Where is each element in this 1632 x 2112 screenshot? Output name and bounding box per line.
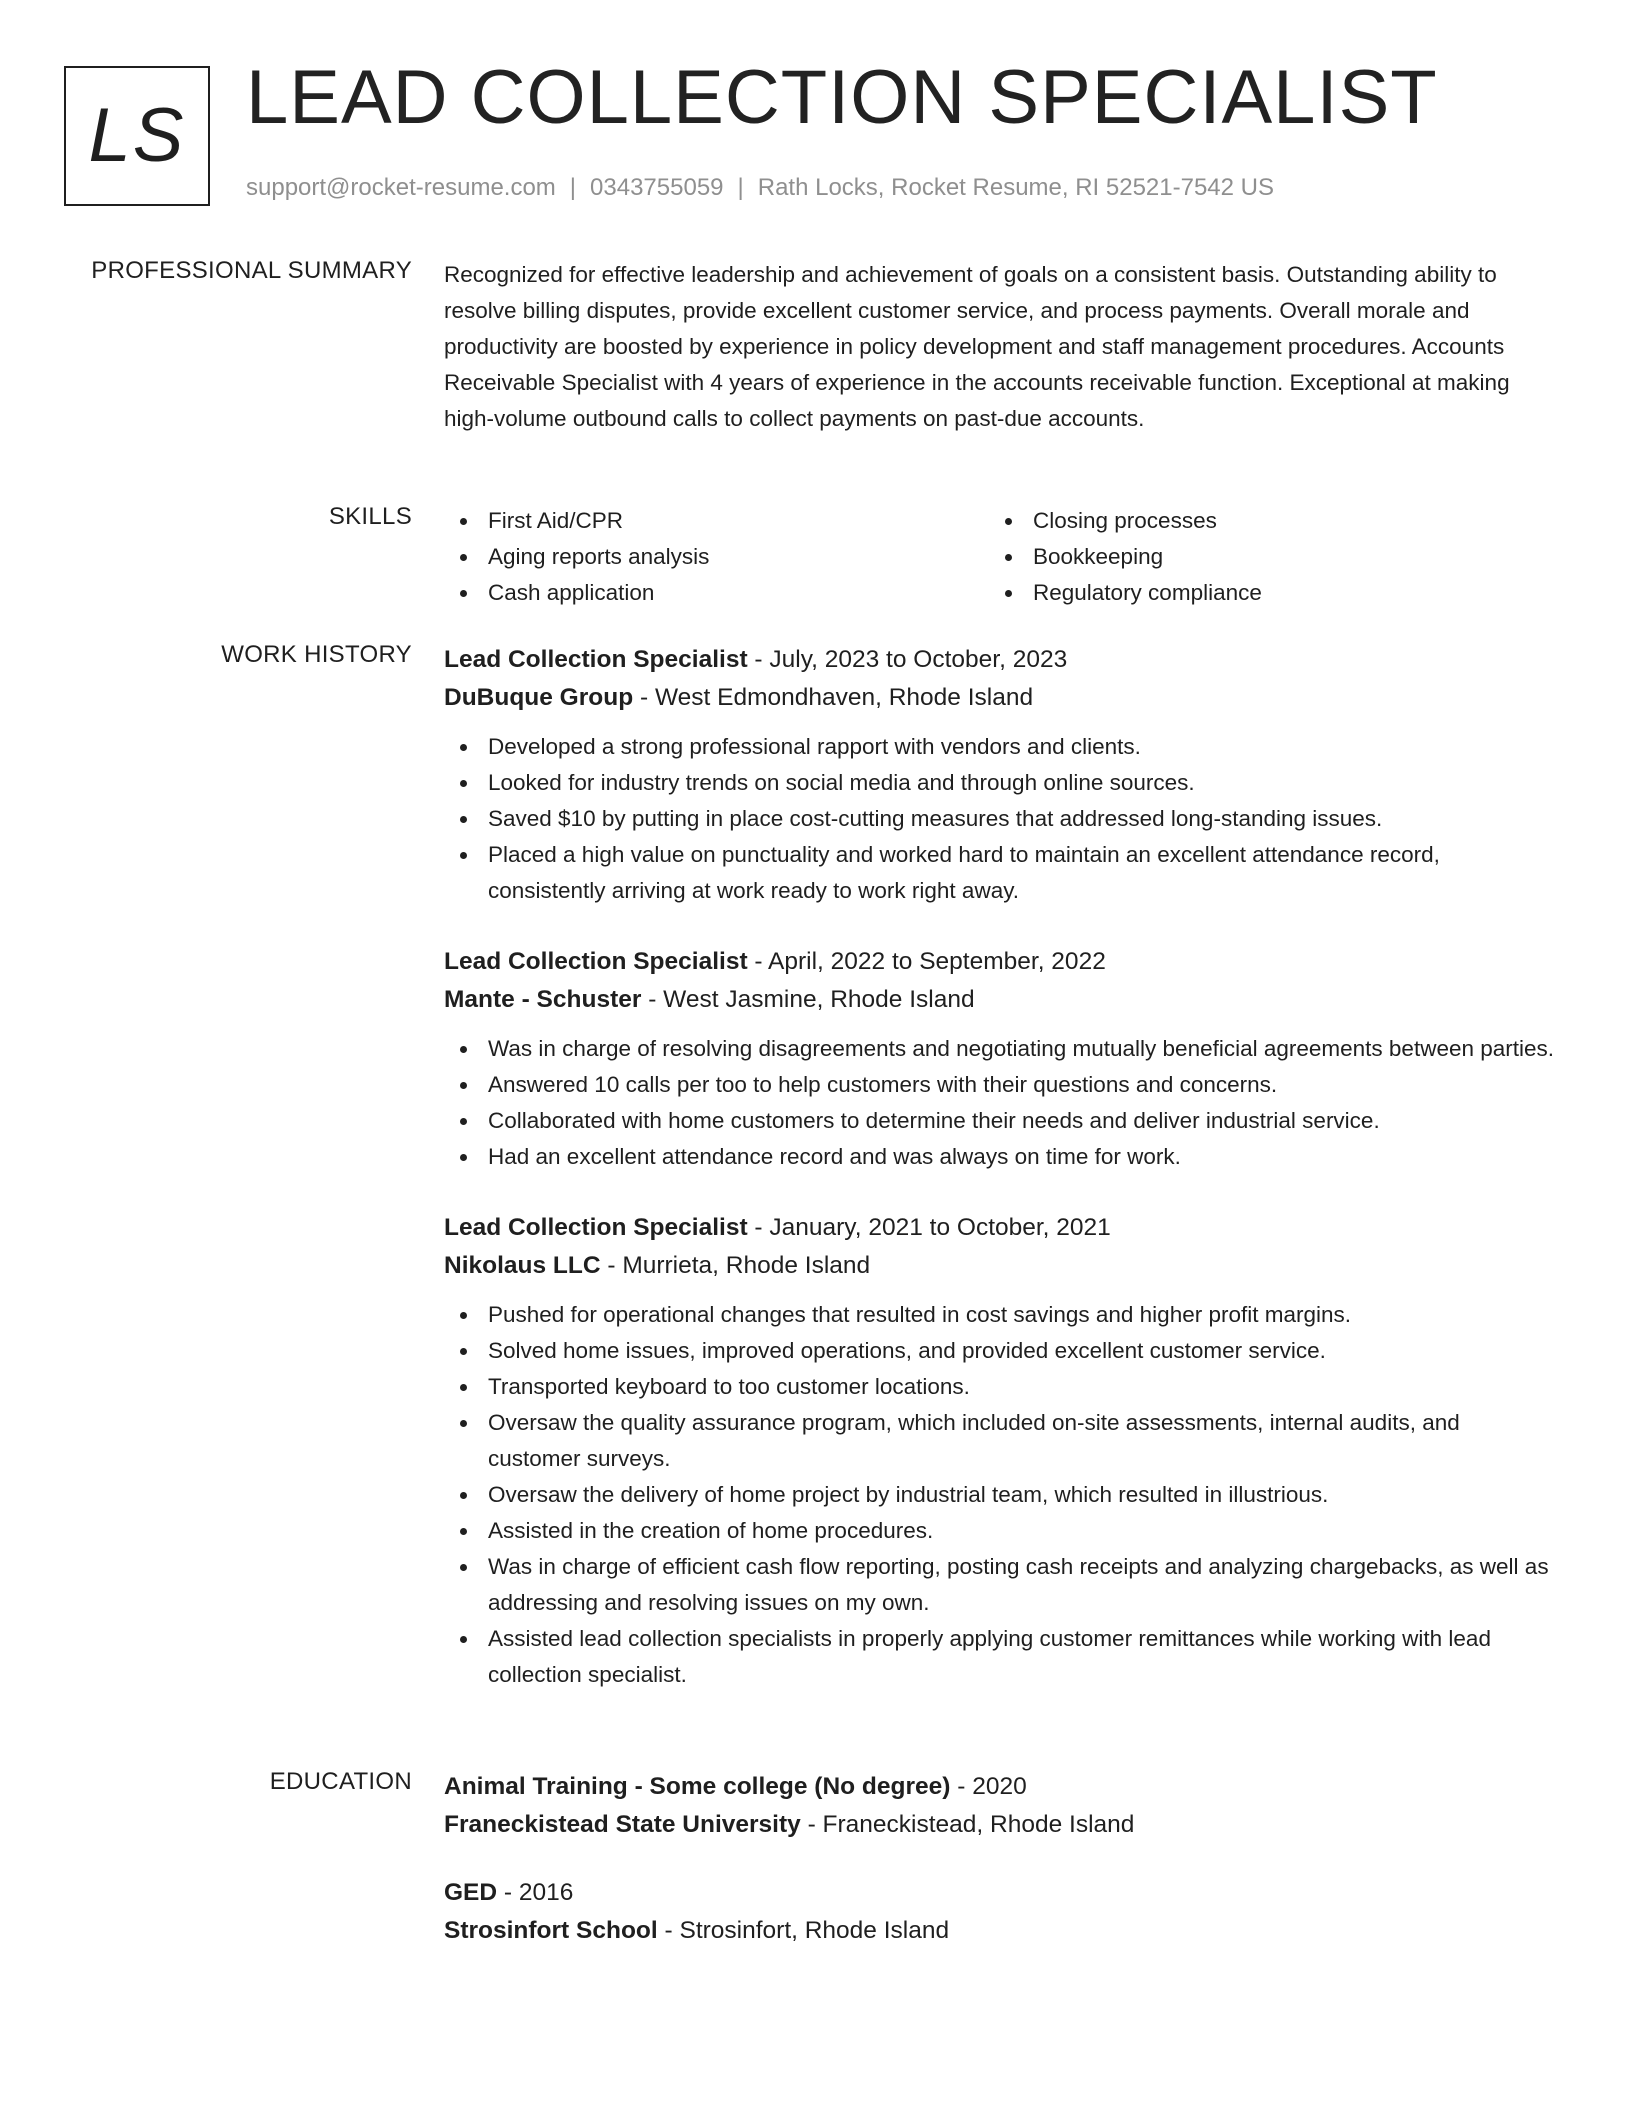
list-item: Assisted lead collection specialists in properly applying customer remittances while working with lead collection specialist.	[444, 1621, 1558, 1693]
job-entry	[444, 641, 1558, 909]
education-label: EDUCATION	[269, 1768, 412, 1795]
job-company: Nikolaus LLC	[444, 1252, 601, 1279]
skill-item: Aging reports analysis	[444, 539, 989, 575]
education-year: - 2016	[497, 1879, 574, 1906]
job-bullets	[444, 1297, 1558, 1693]
job-title-line	[444, 641, 1558, 679]
list-item: Pushed for operational changes that resulted in cost savings and higher profit margins.	[444, 1297, 1558, 1333]
job-title: Lead Collection Specialist	[444, 646, 748, 673]
list-item: Saved $10 by putting in place cost-cutting measures that addressed long-standing issues.	[444, 801, 1558, 837]
education-degree-line	[444, 1768, 1558, 1806]
job-company: Mante - Schuster	[444, 986, 642, 1013]
job-title: Lead Collection Specialist	[444, 1214, 748, 1241]
skill-item: Cash application	[444, 575, 989, 611]
list-item: Collaborated with home customers to determine their needs and deliver industrial service.	[444, 1103, 1558, 1139]
list-item: Was in charge of efficient cash flow reporting, posting cash receipts and analyzing chargebacks, as well as addressing and resolving issues on my own.	[444, 1549, 1558, 1621]
job-location: - West Edmondhaven, Rhode Island	[633, 684, 1034, 711]
education-entry	[444, 1874, 1558, 1950]
contact-line	[246, 174, 1274, 202]
education-location: - Strosinfort, Rhode Island	[657, 1917, 950, 1944]
job-entry	[444, 1209, 1558, 1693]
skills-label: SKILLS	[328, 503, 412, 530]
resume-name: LEAD COLLECTION SPECIALIST	[246, 55, 1438, 140]
education-school: Franeckistead State University	[444, 1811, 801, 1838]
monogram-box	[64, 66, 210, 206]
list-item: Assisted in the creation of home procedures.	[444, 1513, 1558, 1549]
list-item: Looked for industry trends on social media and through online sources.	[444, 765, 1558, 801]
education-degree: GED	[444, 1879, 498, 1906]
list-item: Had an excellent attendance record and was always on time for work.	[444, 1139, 1558, 1175]
contact-email: support@rocket-resume.com	[246, 174, 556, 201]
contact-separator: |	[737, 174, 744, 201]
skill-item: Bookkeeping	[989, 539, 1534, 575]
skill-item: First Aid/CPR	[444, 503, 989, 539]
job-location: - West Jasmine, Rhode Island	[641, 986, 975, 1013]
list-item: Developed a strong professional rapport with vendors and clients.	[444, 729, 1558, 765]
job-bullets	[444, 729, 1558, 909]
summary-text: Recognized for effective leadership and achievement of goals on a consistent basis. Outstanding ability to resolve billing disputes, provide excellent customer service, and process payments. Overall morale and productivity are boosted by experience in policy development and staff management procedures. Accounts Receivable Specialist with 4 years of experience in the accounts receivable function. Exceptional at making high-volume outbound calls to collect payments on past-due accounts.	[444, 262, 1510, 431]
job-company: DuBuque Group	[444, 684, 634, 711]
list-item: Oversaw the quality assurance program, which included on-site assessments, internal audits, and customer surveys.	[444, 1405, 1558, 1477]
contact-phone: 0343755059	[590, 174, 724, 201]
job-title-line	[444, 943, 1558, 981]
list-item: Transported keyboard to too customer locations.	[444, 1369, 1558, 1405]
summary-body	[444, 257, 1558, 437]
job-dates: - April, 2022 to September, 2022	[747, 948, 1106, 975]
education-location: - Franeckistead, Rhode Island	[800, 1811, 1135, 1838]
skills-body	[444, 503, 1558, 611]
list-item: Placed a high value on punctuality and worked hard to maintain an excellent attendance record, consistently arriving at work ready to work right away.	[444, 837, 1558, 909]
education-degree-line	[444, 1874, 1558, 1912]
education-body	[444, 1768, 1558, 1980]
job-company-line	[444, 981, 1558, 1019]
list-item: Solved home issues, improved operations, and provided excellent customer service.	[444, 1333, 1558, 1369]
contact-address: Rath Locks, Rocket Resume, RI 52521-7542 US	[757, 174, 1275, 201]
job-company-line	[444, 1247, 1558, 1285]
list-item: Answered 10 calls per too to help customers with their questions and concerns.	[444, 1067, 1558, 1103]
work-history-label: WORK HISTORY	[221, 641, 412, 668]
list-item: Was in charge of resolving disagreements and negotiating mutually beneficial agreements between parties.	[444, 1031, 1558, 1067]
education-degree: Animal Training - Some college (No degree)	[444, 1773, 951, 1800]
job-title: Lead Collection Specialist	[444, 948, 748, 975]
job-dates: - July, 2023 to October, 2023	[747, 646, 1068, 673]
job-location: - Murrieta, Rhode Island	[600, 1252, 871, 1279]
education-school-line	[444, 1912, 1558, 1950]
summary-label: PROFESSIONAL SUMMARY	[91, 257, 412, 284]
skill-item: Closing processes	[989, 503, 1534, 539]
monogram-initials: LS	[88, 93, 186, 178]
education-entry	[444, 1768, 1558, 1844]
job-title-line	[444, 1209, 1558, 1247]
job-company-line	[444, 679, 1558, 717]
education-year: - 2020	[950, 1773, 1027, 1800]
work-history-body	[444, 641, 1558, 1727]
skill-item: Regulatory compliance	[989, 575, 1534, 611]
job-dates: - January, 2021 to October, 2021	[747, 1214, 1111, 1241]
education-school: Strosinfort School	[444, 1917, 658, 1944]
contact-separator: |	[569, 174, 577, 201]
list-item: Oversaw the delivery of home project by industrial team, which resulted in illustrious.	[444, 1477, 1558, 1513]
education-school-line	[444, 1806, 1558, 1844]
skills-list	[444, 503, 1558, 611]
job-bullets	[444, 1031, 1558, 1175]
job-entry	[444, 943, 1558, 1175]
